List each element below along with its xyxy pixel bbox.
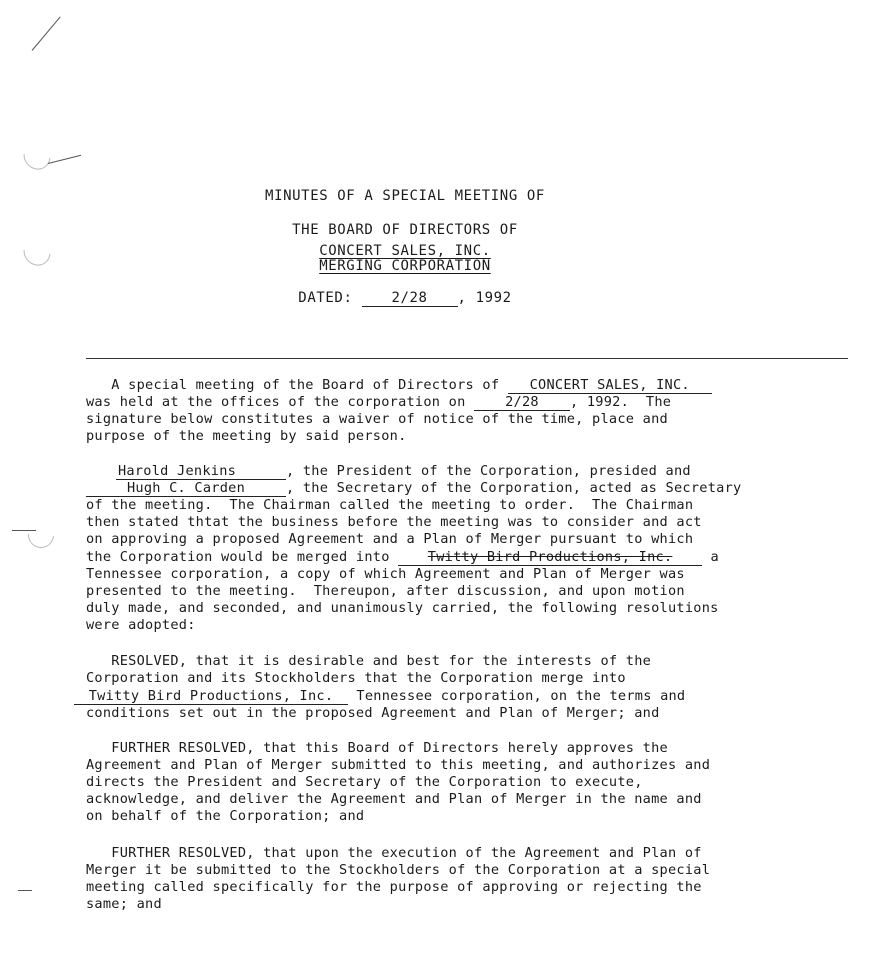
p4-line-2: Agreement and Plan of Merger submitted to this meeting, and authorizes and (86, 757, 711, 773)
dated-year: , 1992 (457, 290, 512, 306)
p5-line-4: same; and (86, 896, 162, 912)
pen-stroke-mark (48, 155, 81, 164)
p2-text: , the Secretary of the Corporation, acted as Secretary (286, 480, 742, 496)
merging-corporation-label: MERGING CORPORATION (319, 258, 491, 274)
meeting-date-blank: 2/28 (474, 395, 570, 411)
company-name: CONCERT SALES, INC. (319, 243, 491, 259)
secretary-name: Hugh C. Carden (86, 481, 286, 497)
p1-line-1 (86, 377, 712, 394)
p5-line-2: Merger it be submitted to the Stockholders of the Corporation at a special (86, 862, 711, 878)
p1-text: , 1992. The (569, 394, 672, 410)
punch-hole-mark (18, 137, 56, 175)
p1-line-4: purpose of the meeting by said person. (86, 428, 407, 444)
p5-line-1: FURTHER RESOLVED, that upon the execution of the Agreement and Plan of (86, 845, 702, 861)
punch-hole-mark (23, 517, 60, 554)
p1-line-3: signature below constitutes a waiver of notice of the time, place and (86, 411, 668, 427)
p4-line-3: directs the President and Secretary of the Corporation to execute, (86, 774, 643, 790)
p4-line-5: on behalf of the Corporation; and (86, 808, 365, 824)
p3-line-4: conditions set out in the proposed Agreement and Plan of Merger; and (86, 705, 660, 721)
p2-line-5: on approving a proposed Agreement and a Plan of Merger pursuant to which (86, 531, 694, 547)
title-line-2: THE BOARD OF DIRECTORS OF (292, 222, 518, 238)
p2-line-10: were adopted: (86, 617, 196, 633)
p4-line-1: FURTHER RESOLVED, that this Board of Directors herely approves the (86, 740, 668, 756)
p2-line-1 (116, 463, 691, 480)
p3-line-2: Corporation and its Stockholders that the Corporation merge into (86, 670, 626, 686)
p1-text: A special meeting of the Board of Directors of (86, 377, 508, 393)
p2-text: a (702, 549, 719, 565)
president-name: Harold Jenkins (116, 464, 286, 480)
p3-line-1: RESOLVED, that it is desirable and best for the interests of the (86, 653, 652, 669)
dated-label: DATED: (298, 290, 353, 306)
dated-line (0, 290, 844, 307)
p2-line-8: presented to the meeting. Thereupon, after discussion, and upon motion (86, 583, 685, 599)
merger-target-struck: Twitty Bird Productions, Inc. (398, 550, 702, 566)
p5-line-3: meeting called specifically for the purpose of approving or rejecting the (86, 879, 702, 895)
p4-line-4: acknowledge, and deliver the Agreement and Plan of Merger in the name and (86, 791, 702, 807)
p2-line-3: of the meeting. The Chairman called the meeting to order. The Chairman (86, 497, 694, 513)
dated-value: 2/28 (362, 291, 458, 307)
merger-target-name: Twitty Bird Productions, Inc. (74, 689, 348, 705)
pen-stroke-mark (18, 890, 32, 891)
company-blank: CONCERT SALES, INC. (508, 378, 712, 394)
p2-line-7: Tennessee corporation, a copy of which Agreement and Plan of Merger was (86, 566, 685, 582)
p2-text: the Corporation would be merged into (86, 549, 399, 565)
p2-text: , the President of the Corporation, presided and (286, 463, 691, 479)
p3-text: Tennessee corporation, on the terms and (348, 688, 686, 704)
title-line-1: MINUTES OF A SPECIAL MEETING OF (265, 188, 545, 204)
p3-line-3 (74, 688, 685, 705)
p1-line-2 (86, 394, 671, 411)
p2-line-9: duly made, and seconded, and unanimously carried, the following resolutions (86, 600, 719, 616)
pen-stroke-mark (32, 16, 61, 50)
p2-line-2 (86, 480, 741, 497)
p2-line-4: then stated thtat the business before the meeting was to consider and act (86, 514, 702, 530)
p1-text: was held at the offices of the corporation on (86, 394, 474, 410)
divider-line (86, 358, 848, 359)
p2-line-6 (86, 549, 719, 566)
